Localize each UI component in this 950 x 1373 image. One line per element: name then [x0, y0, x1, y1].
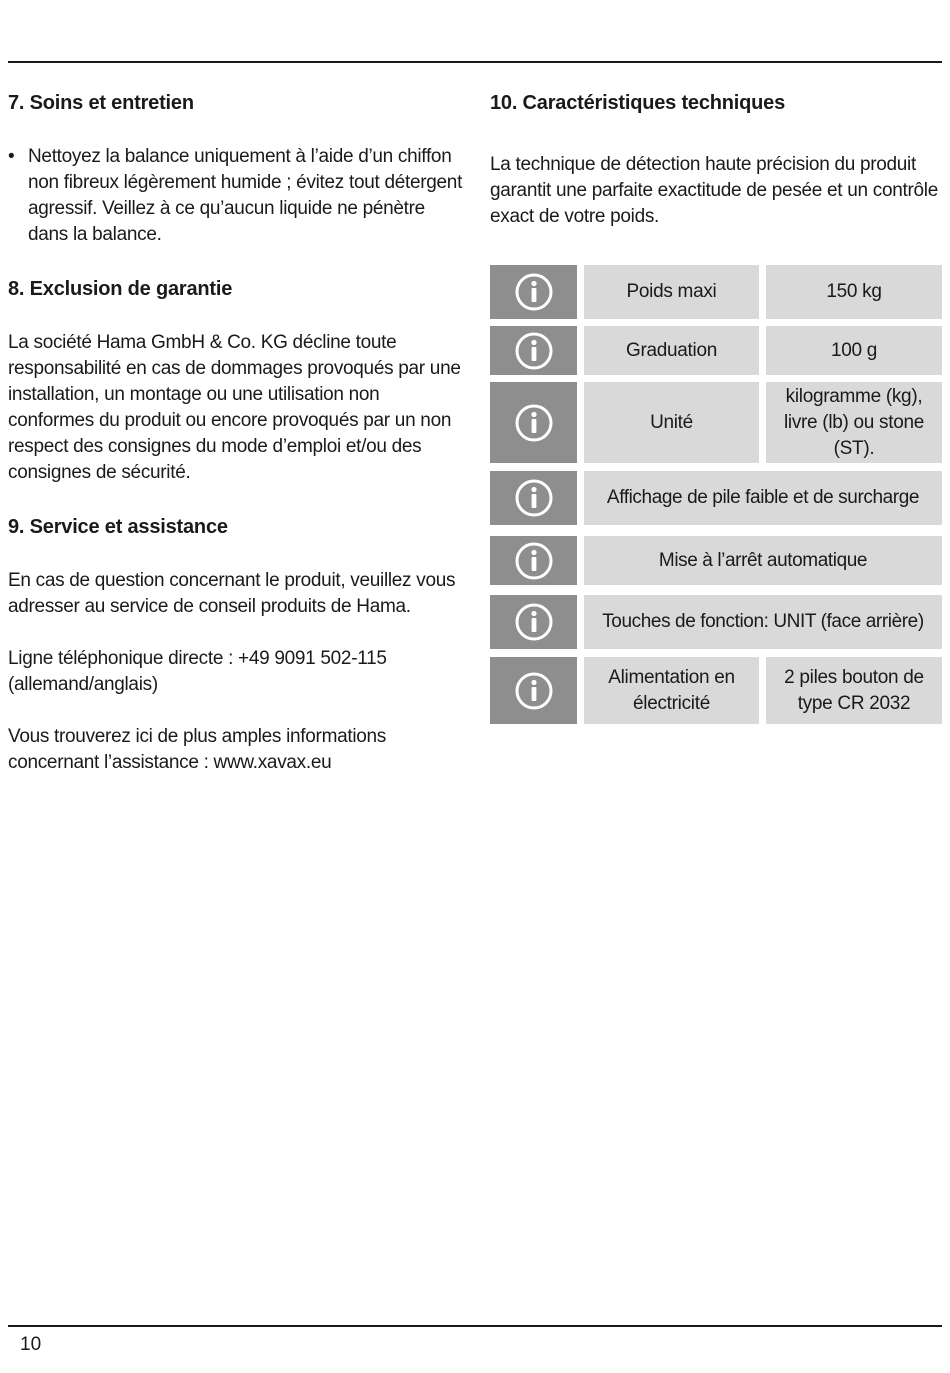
right-column	[490, 88, 942, 230]
info-icon	[514, 671, 554, 711]
spec-label: Poids maxi	[584, 265, 759, 319]
bullet-dot: •	[8, 146, 15, 167]
section-8-title: 8. Exclusion de garantie	[8, 278, 233, 300]
spec-icon-cell	[490, 536, 577, 585]
spec-icon-cell	[490, 326, 577, 375]
section-10-intro: La technique de détection haute précision du produit garantit une parfaite exactitude de pesée et un contrôle exact de votre poids.	[490, 154, 938, 227]
bottom-rule	[8, 1325, 942, 1327]
spec-icon-cell	[490, 471, 577, 525]
spec-value: 100 g	[766, 326, 942, 375]
spec-label: Unité	[584, 382, 759, 463]
spec-row-auto-off	[490, 536, 942, 585]
spec-row-graduation	[490, 326, 942, 375]
section-8-text: La société Hama GmbH & Co. KG décline toute responsabilité en cas de dommages provoqués par une installation, un montage ou une utilisation non conformes du produit ou encore provoqués par un non respect des consignes du mode d’emploi et/ou des consignes de sécurité.	[8, 332, 461, 483]
spec-icon-cell	[490, 657, 577, 724]
info-icon	[514, 331, 554, 371]
spec-icon-cell	[490, 595, 577, 649]
spec-row-battery-overload	[490, 471, 942, 525]
page-number: 10	[20, 1334, 42, 1355]
section-9-title: 9. Service et assistance	[8, 516, 228, 538]
spec-label: Graduation	[584, 326, 759, 375]
spec-value: 2 piles bouton de type CR 2032	[766, 657, 942, 724]
section-9-text-3: Vous trouverez ici de plus amples informations concernant l’assistance : www.xavax.eu	[8, 726, 387, 773]
info-icon	[514, 478, 554, 518]
section-7-title: 7. Soins et entretien	[8, 92, 194, 114]
spec-value: 150 kg	[766, 265, 942, 319]
spec-row-unit	[490, 382, 942, 463]
spec-feature: Affichage de pile faible et de surcharge	[584, 471, 942, 525]
spec-value: kilogramme (kg), livre (lb) ou stone (ST).	[766, 382, 942, 463]
spec-row-function-keys	[490, 595, 942, 649]
spec-feature: Mise à l’arrêt automatique	[584, 536, 942, 585]
info-icon	[514, 602, 554, 642]
spec-icon-cell	[490, 382, 577, 463]
info-icon	[514, 272, 554, 312]
spec-row-max-weight	[490, 265, 942, 319]
spec-feature: Touches de fonction: UNIT (face arrière)	[584, 595, 942, 649]
section-7-bullet	[8, 144, 463, 248]
spec-label: Alimentation en électricité	[584, 657, 759, 724]
spec-icon-cell	[490, 265, 577, 319]
top-rule	[8, 61, 942, 63]
left-column	[8, 88, 463, 776]
section-10-title: 10. Caractéristiques techniques	[490, 92, 786, 114]
spec-row-power-supply	[490, 657, 942, 724]
info-icon	[514, 541, 554, 581]
section-9-text-1: En cas de question concernant le produit, veuillez vous adresser au service de conseil produits de Hama.	[8, 570, 456, 617]
section-9-text-2: Ligne téléphonique directe : +49 9091 502-115 (allemand/anglais)	[8, 648, 387, 695]
section-7-bullet-text: Nettoyez la balance uniquement à l’aide d’un chiffon non fibreux légèrement humide ; évitez tout détergent agressif. Veillez à ce qu’aucun liquide ne pénètre dans la balance.	[28, 146, 463, 245]
info-icon	[514, 403, 554, 443]
